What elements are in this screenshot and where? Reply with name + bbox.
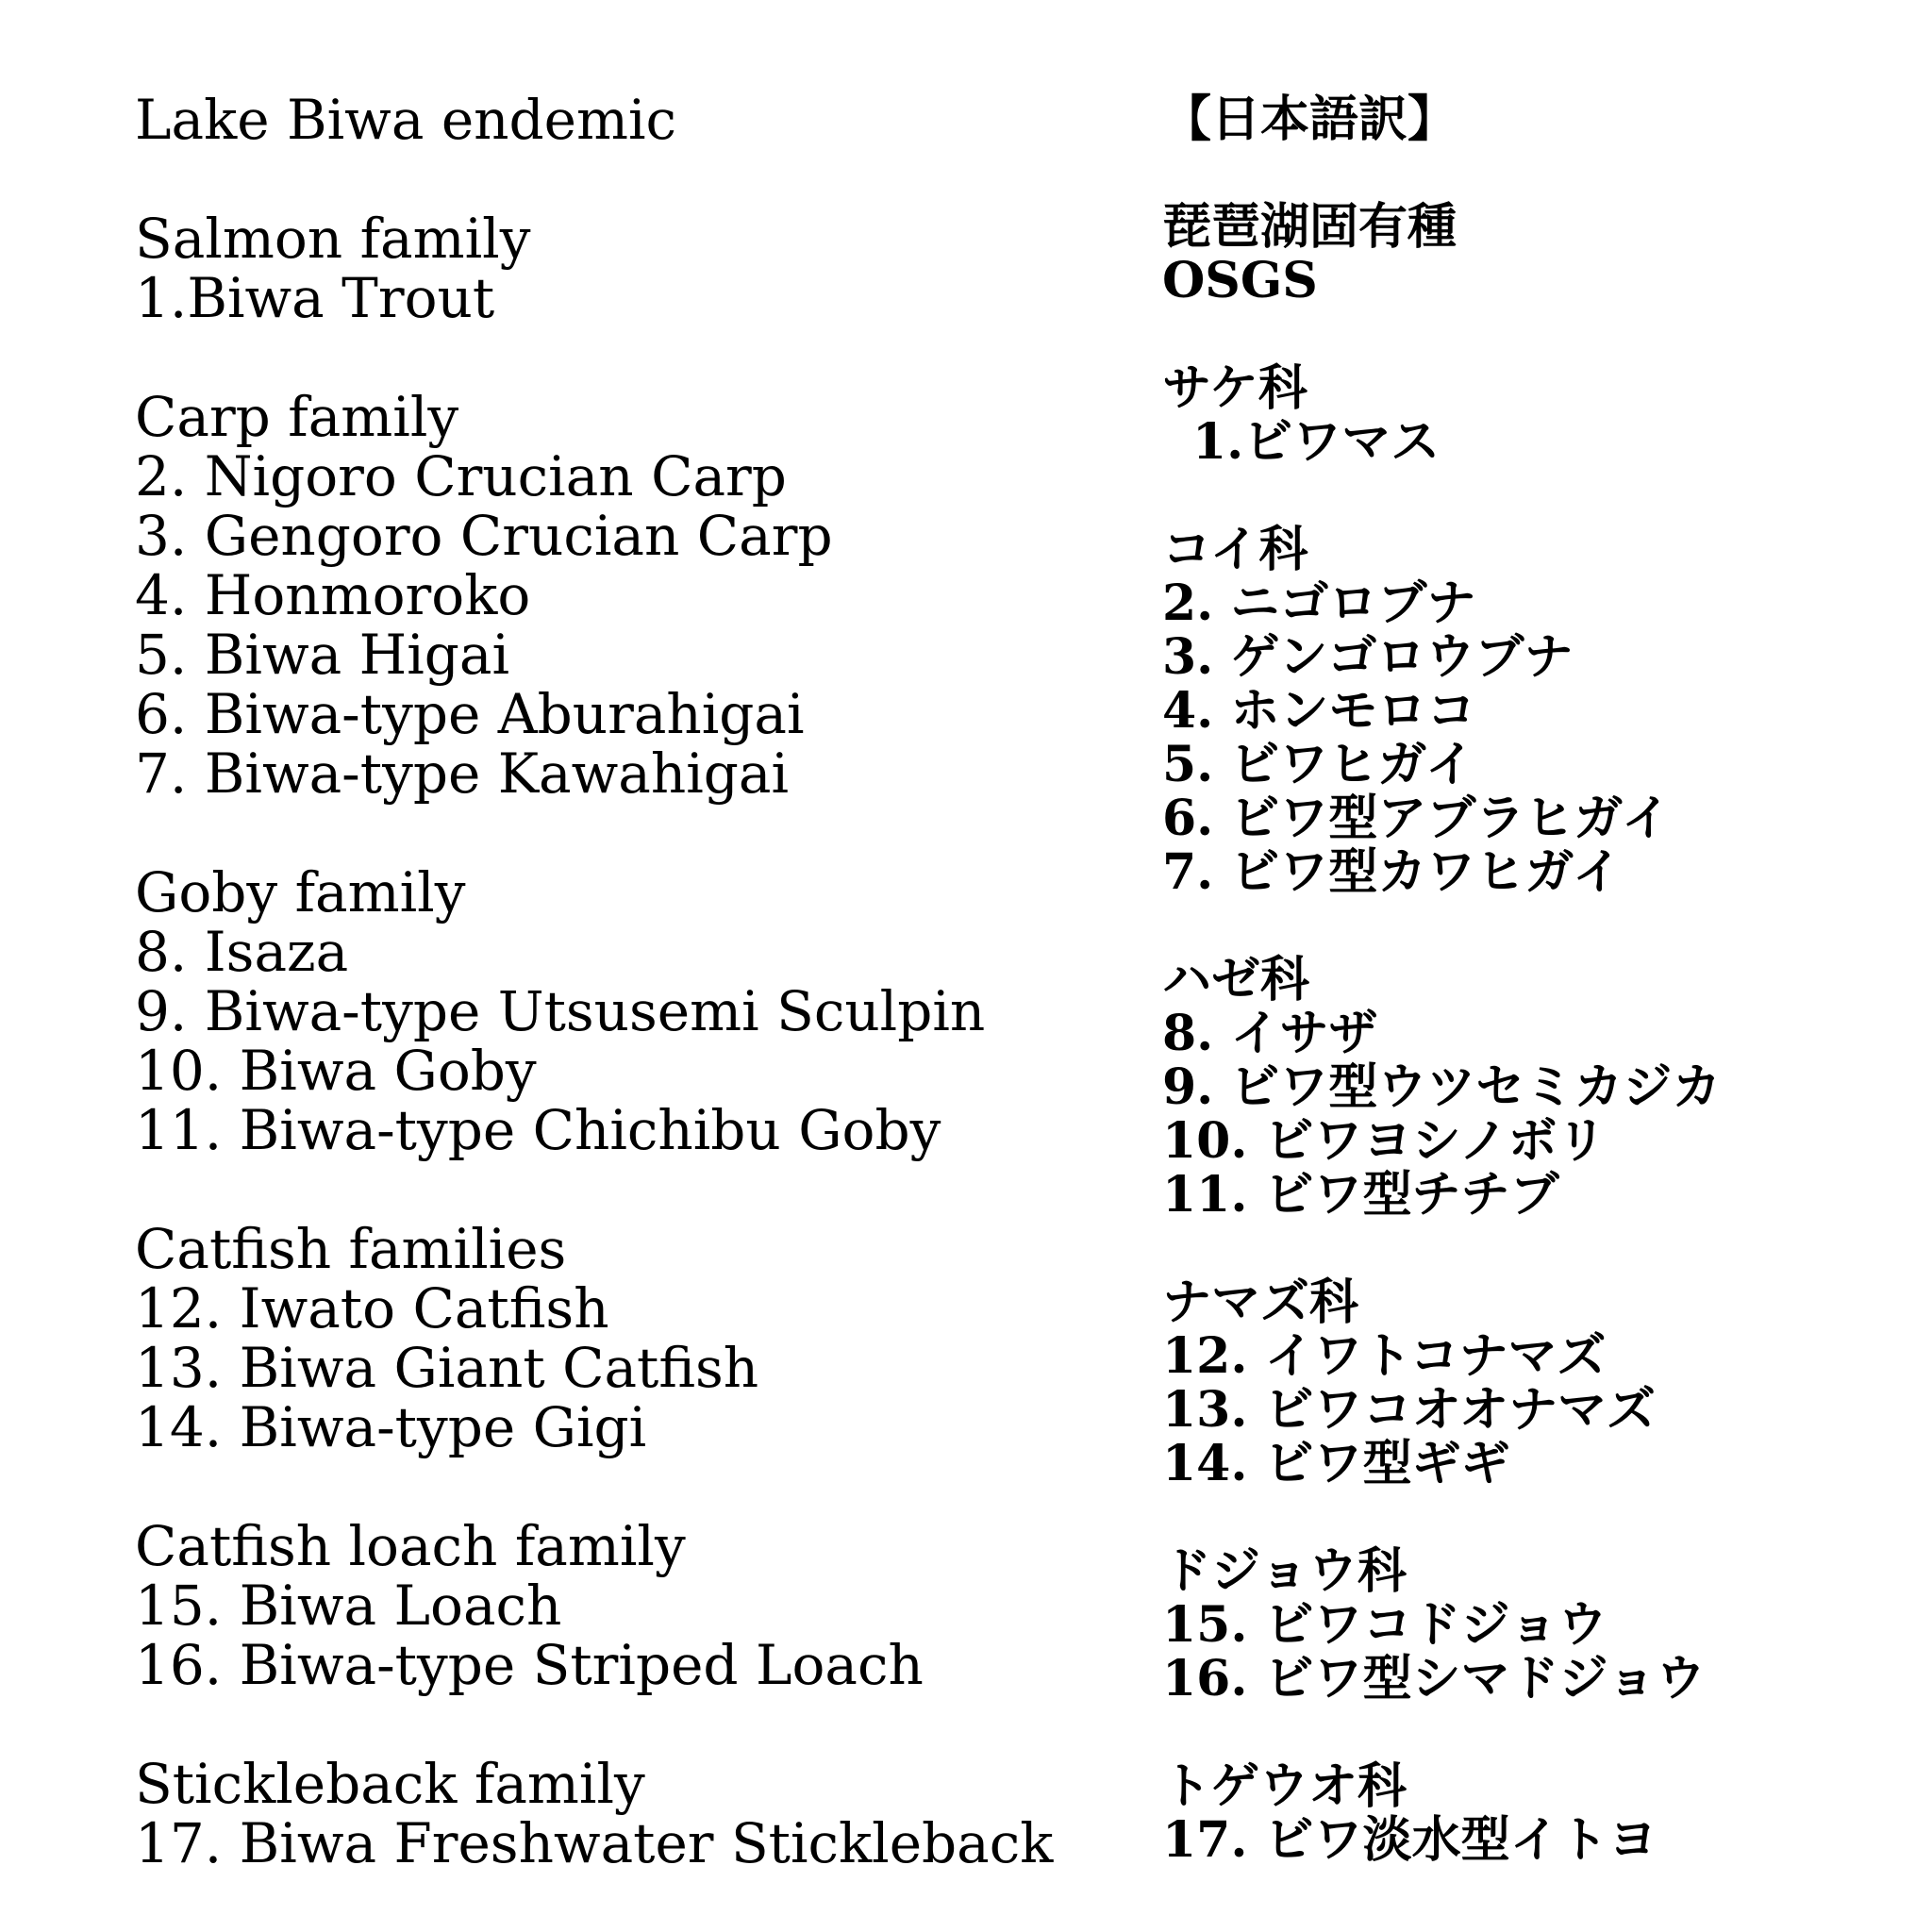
japanese-title: 琵琶湖固有種 (1162, 198, 1457, 256)
english-species-item: 10. Biwa Goby (135, 1039, 537, 1103)
english-column (135, 88, 1125, 1875)
english-species-item: 15. Biwa Loach (135, 1574, 562, 1638)
english-species-item: 8. Isaza (135, 920, 349, 984)
english-species-item: 9. Biwa-type Utsusemi Sculpin (135, 979, 986, 1043)
japanese-species-item: 4. ホンモロコ (1162, 682, 1476, 740)
japanese-species-item: 9. ビワ型ウツセミカジカ (1162, 1058, 1722, 1116)
japanese-species-item: 11. ビワ型チチブ (1162, 1166, 1559, 1224)
japanese-species-item: 16. ビワ型シマドジョウ (1162, 1650, 1706, 1707)
japanese-species-item: 12. イワトコナマズ (1162, 1327, 1607, 1385)
japanese-subtitle: OSGS (1162, 252, 1318, 309)
japanese-family-heading: コイ科 (1162, 521, 1308, 578)
english-family-heading: Catfish loach family (135, 1514, 686, 1578)
japanese-family-heading: ハゼ科 (1162, 951, 1310, 1008)
english-species-item: 14. Biwa-type Gigi (135, 1395, 647, 1459)
english-species-item: 6. Biwa-type Aburahigai (135, 682, 805, 746)
japanese-family-heading: ナマズ科 (1162, 1274, 1359, 1331)
english-species-item: 7. Biwa-type Kawahigai (135, 741, 790, 806)
english-species-item: 5. Biwa Higai (135, 623, 509, 687)
english-species-item: 2. Nigoro Crucian Carp (135, 444, 787, 508)
japanese-species-item: 5. ビワヒガイ (1162, 736, 1474, 793)
japanese-species-item: 6. ビワ型アブラヒガイ (1162, 790, 1671, 847)
english-species-item: 3. Gengoro Crucian Carp (135, 504, 833, 568)
japanese-species-item: 7. ビワ型カワヒガイ (1162, 843, 1622, 901)
english-species-item: 12. Iwato Catfish (135, 1276, 609, 1341)
english-title: Lake Biwa endemic (135, 88, 676, 152)
japanese-species-item: 10. ビワヨシノボリ (1162, 1112, 1607, 1170)
english-family-heading: Carp family (135, 385, 459, 449)
japanese-species-item: 13. ビワコオオナマズ (1162, 1381, 1657, 1439)
english-species-item: 16. Biwa-type Striped Loach (135, 1633, 924, 1697)
japanese-species-item: 17. ビワ淡水型イトヨ (1162, 1811, 1657, 1869)
english-family-heading: Goby family (135, 860, 466, 924)
japanese-column (1162, 92, 1917, 1867)
japanese-species-item: 8. イサザ (1162, 1005, 1378, 1062)
japanese-species-item: 3. ゲンゴロウブナ (1162, 628, 1574, 686)
english-species-item: 13. Biwa Giant Catfish (135, 1336, 759, 1400)
english-species-item: 17. Biwa Freshwater Stickleback (135, 1811, 1054, 1875)
japanese-family-heading: トゲウオ科 (1162, 1757, 1407, 1815)
japanese-family-heading: ドジョウ科 (1162, 1542, 1407, 1600)
japanese-species-item: 14. ビワ型ギギ (1162, 1435, 1510, 1492)
english-family-heading: Salmon family (135, 207, 531, 271)
japanese-species-item: 2. ニゴロブナ (1162, 575, 1476, 632)
english-species-item: 11. Biwa-type Chichibu Goby (135, 1098, 941, 1162)
english-species-item: 1.Biwa Trout (135, 266, 495, 330)
japanese-family-heading: サケ科 (1162, 359, 1307, 417)
japanese-species-item: 15. ビワコドジョウ (1162, 1596, 1607, 1654)
english-species-item: 4. Honmoroko (135, 563, 531, 627)
japanese-species-item: 1.ビワマス (1192, 413, 1441, 471)
japanese-heading: 【日本語訳】 (1162, 91, 1457, 148)
english-family-heading: Catfish families (135, 1217, 567, 1281)
english-family-heading: Stickleback family (135, 1752, 645, 1816)
